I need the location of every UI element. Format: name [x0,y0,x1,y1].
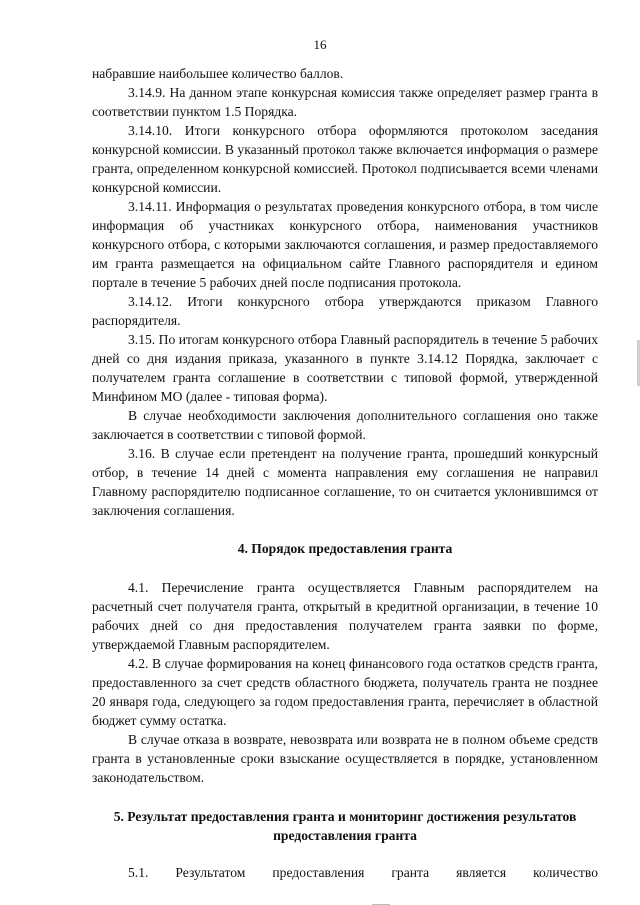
paragraph-continuation: набравшие наибольшее количество баллов. [92,66,344,81]
paragraph-3-15: 3.15. По итогам конкурсного отбора Главный распорядитель в течение 5 рабочих дней со дня издания приказа, указанного в пункте 3.14.12 Порядка, заключает с получателем гранта соглашение в соответствии с типовой формой, утвержденной Минфином МО (далее - типовая форма). [92,332,598,404]
paragraph-3-16: 3.16. В случае если претендент на получение гранта, прошедший конкурсный отбор, в течение 14 дней с момента направления ему соглашения не направил Главному распорядителю подписанное соглашение, то он считается уклонившимся от заключения соглашения. [92,446,598,518]
paragraph-refusal: В случае отказа в возврате, невозврата или возврата не в полном объеме средств гранта в установленные сроки взыскание осуществляется в порядке, установленном законодательством. [92,732,598,785]
document-body [92,64,598,882]
section-4-heading: 4. Порядок предоставления гранта [237,541,453,556]
paragraph-5-1: 5.1. Результатом предоставления гранта является количество [128,865,598,880]
paragraph-3-14-10: 3.14.10. Итоги конкурсного отбора оформляются протоколом заседания конкурсной комиссии. В указанный протокол также включается информация о размере гранта, определенном конкурсной комиссией. Протокол подписывается всеми членами конкурсной комиссии. [92,123,598,195]
page-number: 16 [313,37,327,52]
paragraph-3-14-11: 3.14.11. Информация о результатах проведения конкурсного отбора, в том числе информация об участниках конкурсного отбора, наименования участников конкурсного отбора, с которыми заключаются соглашения, и размер предоставляемого им гранта размещается на официальном сайте Главного распорядителя и едином портале в течение 5 рабочих дней после подписания протокола. [92,199,598,290]
section-5-heading: 5. Результат предоставления гранта и мониторинг достижения результатов предоставления гранта [113,809,577,843]
paragraph-4-1: 4.1. Перечисление гранта осуществляется Главным распорядителем на расчетный счет получателя гранта, открытый в кредитной организации, в течение 10 рабочих дней со дня предоставления получателем гранта заявки по форме, утверждаемой Главным распорядителем. [92,580,598,652]
paragraph-3-14-9: 3.14.9. На данном этапе конкурсная комиссия также определяет размер гранта в соответствии пунктом 1.5 Порядка. [92,85,598,119]
paragraph-3-14-12: 3.14.12. Итоги конкурсного отбора утверждаются приказом Главного распорядителя. [92,294,598,328]
paragraph-4-2: 4.2. В случае формирования на конец финансового года остатков средств гранта, предоставленного за счет средств областного бюджета, получатель гранта не позднее 20 января года, следующего за годом предоставления гранта, перечисляет в областной бюджет сумму остатка. [92,656,598,728]
paragraph-additional-agreement: В случае необходимости заключения дополнительного соглашения оно также заключается в соответствии с типовой формой. [92,408,598,442]
